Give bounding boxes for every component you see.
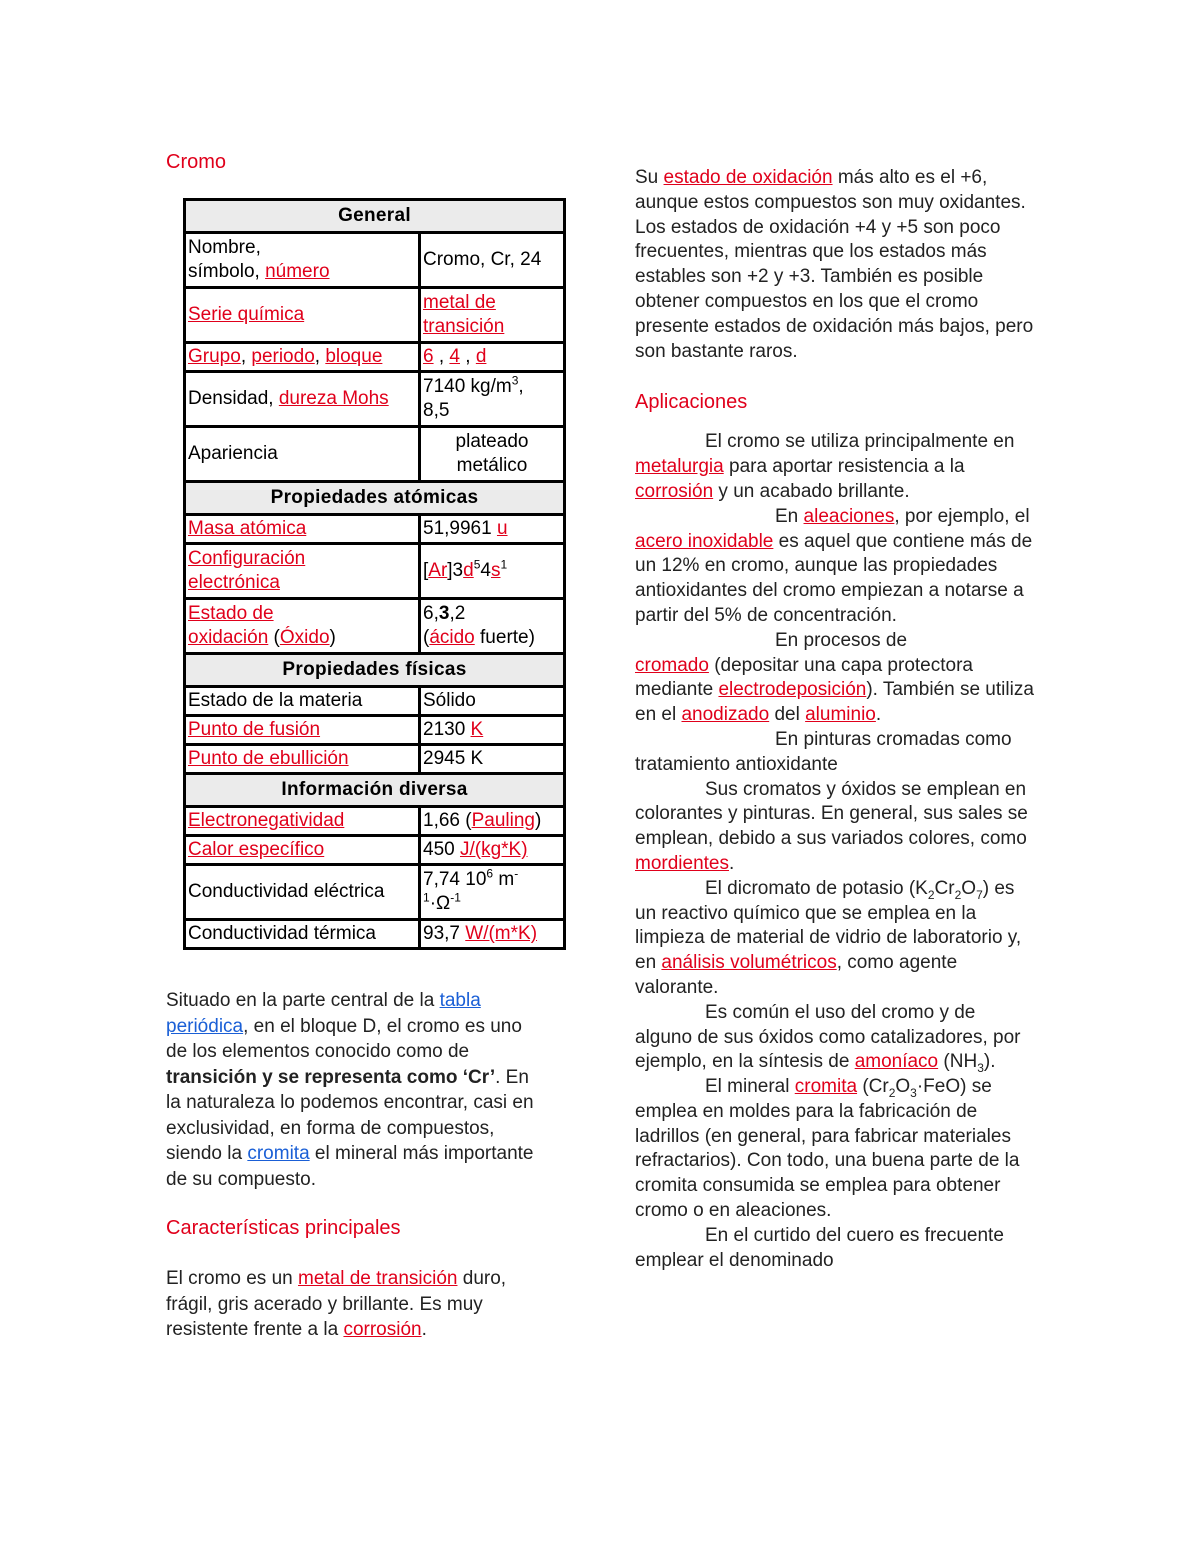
electroneg-label [185, 807, 420, 836]
orbital-s-link[interactable]: s [490, 560, 501, 581]
value-text: ) [534, 810, 542, 831]
electroneg-value [420, 807, 565, 836]
link-text: electrónica [188, 572, 280, 593]
table-row [185, 774, 565, 807]
value-text: plateado [455, 431, 529, 452]
text: Situado en la parte central de la [166, 990, 440, 1011]
cromita-link[interactable]: cromita [247, 1143, 310, 1164]
table-row [185, 836, 565, 865]
value-text: 7,74 10 [423, 869, 487, 890]
text: (depositar una capa protectora mediante [635, 654, 973, 701]
cromado-link[interactable]: cromado [635, 654, 709, 676]
electrodeposicion-link[interactable]: electrodeposición [718, 679, 867, 701]
table-row [185, 427, 565, 482]
calor-especifico-link[interactable]: Calor específico [188, 839, 325, 860]
table-row [185, 807, 565, 836]
text: duro, frágil, gris acerado y brillante. Es muy resistente frente a la [166, 1268, 507, 1340]
text: ). También se utiliza en el [635, 679, 1034, 726]
aplicaciones-heading: Aplicaciones [635, 391, 748, 414]
text: del [769, 704, 806, 726]
masa-value [420, 515, 565, 544]
cond-electrica-label: Conductividad eléctrica [185, 865, 420, 920]
value-text: 2130 [423, 719, 471, 740]
right-column [635, 166, 1035, 1273]
densidad-label [185, 372, 420, 427]
superscript: - [514, 866, 519, 881]
text: O [895, 1076, 911, 1098]
pauling-link[interactable]: Pauling [471, 810, 535, 831]
argon-link[interactable]: Ar [428, 560, 448, 581]
acido-link[interactable]: ácido [429, 627, 475, 648]
configuracion-electronica-link[interactable] [188, 548, 305, 593]
corrosion-link[interactable]: corrosión [635, 480, 714, 502]
caracteristicas-paragraph [166, 1266, 546, 1343]
text: . [421, 1319, 427, 1340]
table-row [185, 544, 565, 599]
mordientes-link[interactable]: mordientes [635, 852, 729, 874]
text: En el curtido del cuero es frecuente emplear el denominado [635, 1224, 1004, 1271]
value-text: 1,66 ( [423, 810, 472, 831]
table-row [185, 865, 565, 920]
text: ). [983, 1051, 996, 1073]
estado-materia-value: Sólido [420, 687, 565, 716]
table-row [185, 745, 565, 774]
cond-termica-unit-link[interactable]: W/(m*K) [465, 923, 538, 944]
text: , en el bloque D, el cromo es uno de los elementos conocido como de [166, 1015, 522, 1062]
value-text: 8,5 [423, 400, 450, 421]
table-row [185, 515, 565, 544]
app-paragraph [635, 1001, 1035, 1075]
periodo-4-link[interactable]: 4 [449, 346, 460, 367]
table-row [185, 687, 565, 716]
cond-electrica-value [420, 865, 565, 920]
estado-label [185, 599, 420, 654]
app-paragraph [635, 1224, 1035, 1274]
intro-paragraph [166, 988, 546, 1192]
cond-termica-label: Conductividad térmica [185, 920, 420, 949]
left-text-block [166, 988, 546, 1343]
text: En [775, 505, 804, 527]
superscript: 3 [511, 373, 519, 388]
table-row [185, 372, 565, 427]
text: . En la naturaleza lo podemos encontrar, casi en exclusividad, en forma de compuestos, siendo la [166, 1066, 534, 1164]
text: O [961, 877, 977, 899]
dureza-mohs-link[interactable]: dureza Mohs [278, 388, 389, 409]
text: . [875, 704, 882, 726]
cromita-link[interactable]: cromita [794, 1076, 858, 1098]
label-text: Nombre, [188, 237, 261, 258]
text: El dicromato de potasio (K [705, 877, 928, 899]
section-header-general: General [185, 200, 565, 233]
aleaciones-link[interactable]: aleaciones [803, 505, 895, 527]
acero-inoxidable-link[interactable]: acero inoxidable [635, 530, 774, 552]
cond-termica-value [420, 920, 565, 949]
nombre-label [185, 233, 420, 288]
text: para aportar resistencia a la [723, 456, 965, 478]
bloque-link[interactable]: bloque [325, 346, 383, 367]
masa-atomica-link[interactable]: Masa atómica [188, 518, 307, 539]
table-row [185, 343, 565, 372]
app-paragraph [635, 430, 1035, 504]
fusion-value [420, 716, 565, 745]
aluminio-link[interactable]: aluminio [805, 704, 876, 726]
text: es aquel que contiene más de un 12% en cromo, aunque las propiedades antioxidantes del cromo empiezan a notarse a partir del 5% de concentración. [635, 530, 1033, 626]
label-text: símbolo, [188, 261, 266, 282]
analisis-volumetricos-link[interactable]: análisis volumétricos [661, 952, 837, 974]
section-header-misc: Información diversa [185, 774, 565, 807]
label-text: ) [329, 627, 336, 648]
serie-quimica-link[interactable]: Serie química [188, 304, 305, 325]
caracteristicas-heading: Características principales [166, 1217, 401, 1239]
superscript: 1 [500, 557, 508, 572]
calor-unit-link[interactable]: J/(kg*K) [459, 839, 528, 860]
serie-label [185, 288, 420, 343]
densidad-value [420, 372, 565, 427]
app-paragraph [635, 505, 1035, 629]
text: . [729, 852, 735, 874]
table-row [185, 654, 565, 687]
value-text: metálico [456, 455, 528, 476]
text: más alto es el +6, aunque estos compuestos son muy oxidantes. Los estados de oxidación +4 y +5 son poco frecuentes, mientras que los estados más estables son +2 y +3. También es posible obtener compuestos en los que el cromo presente estados de oxidación más bajos, pero son bastante raros. [635, 167, 1034, 362]
ebullicion-label [185, 745, 420, 774]
value-text: 93,7 [423, 923, 466, 944]
subscript: 2 [954, 887, 962, 902]
app-paragraph [635, 728, 1035, 778]
page-title: Cromo [166, 151, 227, 173]
value-text: 4 [480, 560, 491, 581]
link-text: metal de [423, 292, 496, 313]
text: (Cr [857, 1076, 889, 1098]
value-text: ,2 [449, 603, 466, 624]
superscript: -1 [450, 890, 461, 905]
label-text: ( [268, 627, 280, 648]
left-column [166, 148, 566, 176]
link-text: Configuración [188, 548, 306, 569]
subscript: 7 [976, 887, 983, 902]
apariencia-label: Apariencia [185, 427, 420, 482]
text: , por ejemplo, el [894, 505, 1030, 527]
text: El mineral [705, 1076, 795, 1098]
text: Es común el uso del cromo y de alguno de sus óxidos como catalizadores, por ejemplo, en la síntesis de [635, 1001, 1021, 1073]
metal-transicion-link[interactable]: metal de transición [298, 1268, 458, 1289]
value-text: ( [423, 627, 430, 648]
grupo-link[interactable]: Grupo [188, 346, 241, 367]
element-info-table [183, 198, 566, 950]
text: Su [635, 167, 664, 188]
unit-u-link[interactable]: u [496, 518, 508, 539]
ebullicion-value: 2945 K [420, 745, 565, 774]
section-header-atomic: Propiedades atómicas [185, 482, 565, 515]
metalurgia-link[interactable]: metalurgia [635, 456, 724, 478]
label-text: Densidad, [188, 388, 279, 409]
serie-value [420, 288, 565, 343]
text: y un acabado brillante. [713, 480, 910, 502]
config-label [185, 544, 420, 599]
estado-oxidacion-link[interactable] [188, 603, 274, 648]
oxidacion-paragraph [635, 166, 1035, 364]
bloque-d-link[interactable]: d [475, 346, 487, 367]
apariencia-value [420, 427, 565, 482]
bold-text: transición y se representa como ‘Cr’ [166, 1066, 496, 1088]
superscript: 6 [486, 866, 494, 881]
value-text: m [493, 869, 515, 890]
estado-value [420, 599, 565, 654]
text: ) es un reactivo químico que se emplea en la limpieza de material de vidrio de laboratorio y, en [635, 877, 1022, 974]
app-paragraph [635, 1075, 1035, 1224]
calor-value [420, 836, 565, 865]
anodizado-link[interactable]: anodizado [681, 704, 770, 726]
value-text: , [518, 376, 524, 397]
nombre-value: Cromo, Cr, 24 [420, 233, 565, 288]
table-row [185, 716, 565, 745]
link-text: Estado de [188, 603, 274, 624]
subscript: 2 [927, 887, 935, 902]
fusion-label [185, 716, 420, 745]
corrosion-link[interactable]: corrosión [343, 1319, 422, 1340]
table-row [185, 200, 565, 233]
superscript: 5 [473, 557, 481, 572]
masa-label [185, 515, 420, 544]
text: El cromo se utiliza principalmente en [705, 431, 1015, 453]
orbital-d-link[interactable]: d [463, 560, 474, 581]
subscript: 2 [888, 1085, 896, 1100]
calor-label [185, 836, 420, 865]
kelvin-link[interactable]: K [470, 719, 484, 740]
link-text: transición [423, 316, 505, 337]
value-bold: 3 [438, 603, 450, 624]
subscript: 3 [977, 1061, 984, 1076]
value-text: ·Ω [429, 893, 451, 914]
text: En procesos de [775, 629, 908, 651]
table-row [185, 920, 565, 949]
periodo-link[interactable]: periodo [251, 346, 315, 367]
config-value [420, 544, 565, 599]
section-header-physical: Propiedades físicas [185, 654, 565, 687]
grupo-6-link[interactable]: 6 [423, 346, 434, 367]
text: (NH [938, 1051, 978, 1073]
electronegatividad-link[interactable]: Electronegatividad [188, 810, 345, 831]
grupo-value: 6 , 4 , d [420, 343, 565, 372]
text: el mineral más importante de su compuesto. [166, 1143, 534, 1190]
text: En pinturas cromadas como tratamiento antioxidante [635, 728, 1012, 775]
table-row [185, 233, 565, 288]
value-text: 450 [423, 839, 460, 860]
punto-fusion-link[interactable]: Punto de fusión [188, 719, 321, 740]
tabla-periodica-link[interactable]: tabla periódica [166, 990, 481, 1037]
link-text: oxidación [188, 627, 269, 648]
app-paragraph [635, 778, 1035, 877]
table-row [185, 482, 565, 515]
value-text: 6, [423, 603, 439, 624]
value-text: 51,9961 [423, 518, 497, 539]
value-text: fuerte) [474, 627, 535, 648]
superscript: 1 [423, 890, 430, 905]
app-paragraph [635, 877, 1035, 1001]
text: ·FeO) se emplea en moldes para la fabricación de ladrillos (en general, para fabricar materiales refractarios). Con todo, una buena parte de la cromita consumida se emplea para obtener cromo o en aleaciones. [635, 1076, 1020, 1222]
estado-oxidacion-link[interactable]: estado de oxidación [663, 167, 833, 188]
numero-link[interactable]: número [265, 261, 330, 282]
value-text: ]3 [447, 560, 464, 581]
table-row [185, 599, 565, 654]
text: , como agente valorante. [635, 952, 958, 998]
estado-materia-label: Estado de la materia [185, 687, 420, 716]
text: Cr [934, 877, 955, 899]
text: El cromo es un [166, 1268, 298, 1289]
amoniaco-link[interactable]: amoníaco [854, 1051, 939, 1073]
table-row [185, 288, 565, 343]
app-paragraph [635, 629, 1035, 728]
value-text: [ [423, 560, 429, 581]
subscript: 3 [910, 1085, 917, 1100]
punto-ebullicion-link[interactable]: Punto de ebullición [188, 748, 349, 769]
text: Sus cromatos y óxidos se emplean en colorantes y pinturas. En general, sus sales se emplean, debido a sus variados colores, como [635, 778, 1028, 850]
oxido-link[interactable]: Óxido [279, 627, 330, 648]
value-text: 7140 kg/m [423, 376, 512, 397]
grupo-label: Grupo, periodo, bloque [185, 343, 420, 372]
metal-transicion-link[interactable] [423, 292, 504, 337]
